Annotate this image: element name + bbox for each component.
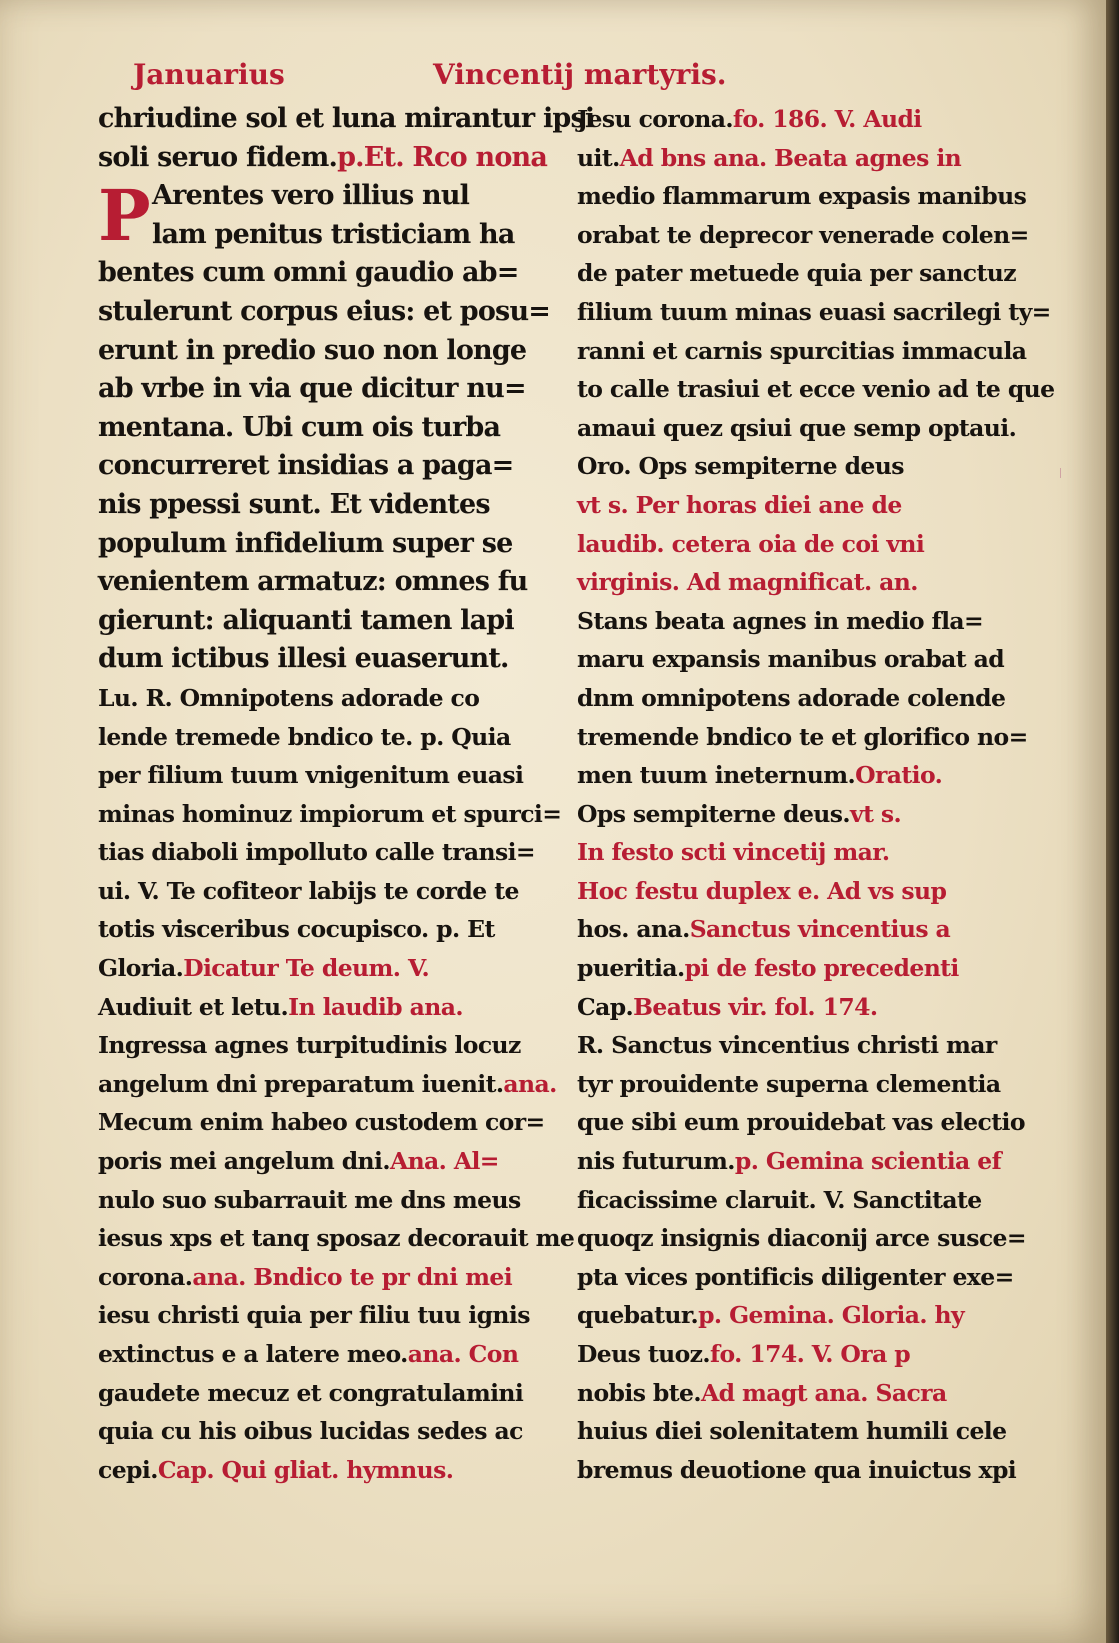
text-line [577,795,1029,834]
text-line [577,910,1029,949]
text-line-main: Ingressa agnes turpitudinis locuz [98,1031,521,1060]
text-line [577,1335,1029,1374]
text-line [98,1335,540,1374]
text-line-main: maru expansis manibus orabat ad [577,645,1005,674]
rubric-text: fo. 186. V. Audi [732,105,922,133]
text-line [577,139,1029,178]
text-line [98,1181,540,1220]
ink-bleed-through [800,60,910,94]
text-line-main: men tuum ineternum. [577,761,856,790]
rubric-text: Dicatur Te deum. V. [183,954,430,983]
rubric-text: Ad magt ana. Sacra [700,1378,947,1407]
rubric-text: Ana. Al= [389,1147,499,1176]
text-line-main: tias diaboli impolluto calle transi= [98,838,536,867]
binding-gutter [1106,0,1119,1643]
rubric-text: ana. Con [407,1340,519,1368]
text-line-main: Deus tuoz. [577,1340,710,1368]
text-line [577,949,1029,988]
text-line [577,640,1029,679]
text-line [98,486,540,525]
text-line [577,1065,1029,1104]
left-text-column [98,100,595,1489]
text-line-main: gierunt: aliquanti tamen lapi [98,604,514,636]
text-line-main: stulerunt corpus eius: et posu= [98,295,551,327]
text-line-main: to calle trasiui et ecce venio ad te que [577,375,1055,404]
text-line-main: huius diei solenitatem humili cele [577,1417,1007,1446]
text-line-main: tyr prouidente superna clementia [577,1069,1001,1098]
text-line [577,872,1029,911]
rubric-text: Oratio. [855,761,943,790]
decorated-initial-letter: P [98,174,150,258]
text-line-main: In festo scti vincetij mar. [577,838,890,867]
text-line [98,254,540,293]
text-line-main: Oro. Ops sempiterne deus [577,452,904,481]
text-line [577,254,1029,293]
text-line [577,1142,1029,1181]
text-line-main: venientem armatuz: omnes fu [98,566,528,598]
text-line-main: Cap. [577,992,634,1021]
text-line-main: ranni et carnis spurcitias immacula [577,336,1027,365]
text-line-main: Stans beata agnes in medio fla= [577,606,984,635]
text-line [577,1412,1029,1451]
text-line-main: totis visceribus cocupisco. p. Et [98,915,495,944]
text-line-main: uit. [577,143,620,172]
text-line [577,1026,1029,1065]
text-line-main: cepi. [98,1455,158,1484]
text-line-main: ui. V. Te cofiteor labijs te corde te [98,876,519,905]
text-line [98,1065,557,1104]
text-line [98,988,540,1027]
text-line [98,139,548,178]
rubric-text: Cap. Qui gliat. hymnus. [157,1455,454,1484]
text-line-main: bentes cum omni gaudio ab= [98,257,519,289]
text-line [577,563,1029,602]
text-line-main: Ops sempiterne deus. [577,799,851,828]
text-line [98,679,540,718]
text-line [98,1026,540,1065]
text-line [98,216,540,255]
text-line-main: concurreret insidias a paga= [98,450,514,482]
text-line [577,216,1029,255]
text-line [98,525,540,564]
margin-mark [1060,468,1061,478]
text-line-main: populum infidelium super se [98,527,513,559]
text-line [577,409,1029,448]
text-line [577,100,1029,139]
text-line [98,1103,545,1142]
text-line-main: tremende bndico te et glorifico no= [577,722,1028,751]
text-line [577,332,1029,371]
right-text-column [577,100,1055,1489]
text-line-main: nis ppessi sunt. Et videntes [98,488,490,520]
text-line [577,988,1029,1027]
rubric-text: Sanctus vincentius a [689,915,951,944]
text-line [577,1258,1029,1297]
text-line-main: chriudine sol et luna mirantur ipsi [98,103,595,134]
text-line [98,409,540,448]
text-line-main: quia cu his oibus lucidas sedes ac [98,1417,523,1446]
text-line-main: Lu. R. Omnipotens adorade co [98,683,480,712]
text-line [98,370,540,409]
text-line [98,872,540,911]
running-head-feast: Vincentij martyris. [433,58,727,91]
text-line-main: per filium tuum vnigenitum euasi [98,761,524,790]
text-line-main: ab vrbe in via que dicitur nu= [98,373,526,405]
text-line-main: orabat te deprecor venerade colen= [577,220,1029,249]
text-line-main: quebatur. [577,1301,699,1330]
text-line [98,1142,540,1181]
text-line [577,1103,1029,1142]
text-line [98,1219,575,1258]
text-line [577,602,1029,641]
text-line [577,1451,1029,1490]
text-line [577,370,1055,409]
text-line-main: ficacissime claruit. V. Sanctitate [577,1185,982,1214]
text-line-main: medio flammarum expasis manibus [577,182,1027,211]
text-line-main: Arentes vero illius nul [152,180,470,212]
text-line-main: quoqz insignis diaconij arce susce= [577,1224,1026,1253]
text-line [98,1258,540,1297]
text-line [98,447,540,486]
text-line-main: laudib. cetera oia de coi vni [577,529,925,558]
text-line [98,910,540,949]
text-line [98,100,595,139]
text-line [577,756,1029,795]
text-line-main: soli seruo fidem. [98,141,338,173]
text-line-main: lam penitus tristiciam ha [152,218,515,250]
text-line [98,1296,540,1335]
rubric-text: Beatus vir. fol. 174. [633,992,878,1021]
rubric-text: Ad bns ana. Beata agnes in [619,143,962,172]
text-line-main: angelum dni preparatum iuenit. [98,1069,504,1098]
text-line-main: nis futurum. [577,1147,735,1176]
text-line [98,795,562,834]
text-line [577,718,1029,757]
text-line [98,602,540,641]
text-line [98,1451,540,1490]
text-line [98,718,540,757]
text-line [98,1374,540,1413]
rubric-text: vt s. [850,799,902,828]
text-line [98,949,540,988]
text-line-main: Gloria. [98,954,184,983]
text-line [98,332,540,371]
text-line [577,486,1029,525]
text-line-main: nulo suo subarrauit me dns meus [98,1185,521,1214]
text-line-main: Jesu corona. [577,105,733,133]
text-line-main: R. Sanctus vincentius christi mar [577,1031,997,1060]
rubric-text: In laudib ana. [288,992,463,1021]
rubric-text: ana. [503,1069,557,1098]
text-line [577,447,1029,486]
text-line-main: lende tremede bndico te. p. Quia [98,722,511,751]
rubric-text: pi de festo precedenti [684,954,959,983]
rubric-text: p.Et. Rco nona [337,141,548,173]
text-line-main: Mecum enim habeo custodem cor= [98,1108,545,1137]
running-head-month: Januarius [133,58,285,91]
text-line-main: iesu christi quia per filiu tuu ignis [98,1301,530,1330]
text-line-main: bremus deuotione qua inuictus xpi [577,1455,1017,1484]
text-line [98,833,540,872]
text-line [98,293,551,332]
text-line [98,1412,540,1451]
text-line [577,1219,1029,1258]
text-line [577,1181,1029,1220]
text-line-main: poris mei angelum dni. [98,1147,390,1176]
text-line-main: minas hominuz impiorum et spurci= [98,799,562,828]
text-line [577,679,1029,718]
text-line [577,177,1029,216]
text-line-main: iesus xps et tanq sposaz decorauit me [98,1224,575,1253]
text-line-main: dnm omnipotens adorade colende [577,683,1006,712]
text-line-main: virginis. Ad magnificat. an. [577,568,918,597]
text-line-main: que sibi eum prouidebat vas electio [577,1108,1025,1137]
text-line-main: nobis bte. [577,1378,701,1407]
rubric-text: p. Gemina. Gloria. hy [698,1301,965,1330]
text-line-main: pueritia. [577,954,685,983]
text-line [577,293,1051,332]
text-line [98,563,540,602]
text-line-main: Hoc festu duplex e. Ad vs sup [577,876,947,905]
rubric-text: p. Gemina scientia ef [734,1147,1002,1176]
text-line [98,640,540,679]
text-line [98,756,540,795]
text-line [577,833,1029,872]
text-line-main: filium tuum minas euasi sacrilegi ty= [577,297,1051,326]
text-line-main: mentana. Ubi cum ois turba [98,411,501,443]
text-line-main: extinctus e a latere meo. [98,1340,408,1368]
text-line [577,1374,1029,1413]
text-line [577,1296,1029,1335]
text-line-main: erunt in predio suo non longe [98,334,527,366]
text-line-main: de pater metuede quia per sanctuz [577,259,1017,288]
text-line-main: corona. [98,1262,193,1291]
text-line-main: pta vices pontificis diligenter exe= [577,1262,1014,1291]
text-line-main: amaui quez qsiui que semp optaui. [577,413,1017,442]
rubric-text: ana. Bndico te pr dni mei [192,1262,513,1291]
text-line [577,525,1029,564]
text-line-main: vt s. Per horas diei ane de [577,490,902,519]
text-line-main: hos. ana. [577,915,690,944]
text-line-main: gaudete mecuz et congratulamini [98,1378,524,1407]
rubric-text: fo. 174. V. Ora p [709,1340,911,1368]
text-line-main: Audiuit et letu. [98,992,289,1021]
text-line-main: dum ictibus illesi euaserunt. [98,643,509,675]
